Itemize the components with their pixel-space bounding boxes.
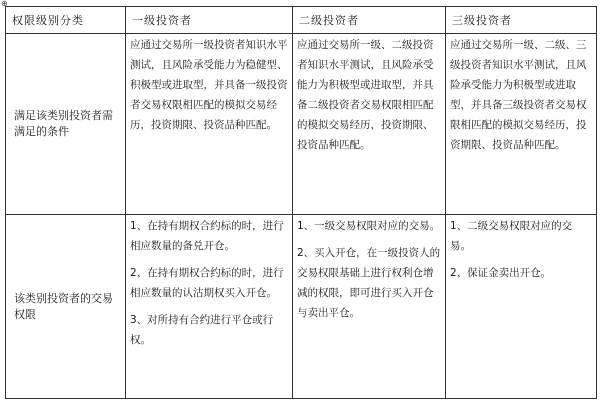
investor-permission-table: [5, 6, 597, 399]
row-label-permissions: 该类别投资者的交易权限: [6, 215, 126, 399]
cell-text: 2、买入开仓，在一级投资人的交易权限基础上进行权利仓增减的权限，即可进行买入开仓与卖出平仓。: [297, 247, 441, 319]
cell-text: 1、在持有期权合约标的时，进行相应数量的备兑开仓。: [130, 220, 284, 252]
cell-text: 2、保证金卖出开仓。: [450, 267, 552, 279]
cell-text: 应通过交易所一级、二级投资者知识水平测试，且风险承受能力为积极型或进取型，并具备二级投资者交易权限相匹配的模拟交易经历，投资期限、投资品种匹配。: [297, 39, 434, 151]
header-row: [6, 7, 597, 34]
cell-permissions-level-2: [293, 215, 446, 399]
cell-text: 1、一级交易权限对应的交易。: [297, 220, 441, 232]
cell-text: 应通过交易所一级、二级、三级投资者知识水平测试，且风险承受能力为积极型或进取型，并具备三级投资者交易权限相匹配的模拟交易经历，投资期限、投资品种匹配。: [450, 39, 587, 151]
cell-text: 应通过交易所一级投资者知识水平测试，且风险承受能力为稳健型、积极型或进取型，并具备一级投资者交易权限相匹配的模拟交易经历，投资期限、投资品种匹配。: [130, 39, 288, 131]
row-permissions: [6, 215, 597, 399]
cell-conditions-level-2: [293, 34, 446, 215]
cell-text: 1、二级交易权限对应的交易。: [450, 220, 573, 252]
header-level-3: 三级投资者: [446, 7, 597, 34]
header-level-1: 一级投资者: [126, 7, 293, 34]
cell-text: 2、在持有期权合约标的时，进行相应数量的认沽期权买入开仓。: [130, 267, 284, 299]
header-level-2: 二级投资者: [293, 7, 446, 34]
cell-text: 3、对所持有合约进行平仓或行权。: [130, 314, 274, 346]
cell-conditions-level-3: [446, 34, 597, 215]
cell-permissions-level-1: [126, 215, 293, 399]
row-conditions: [6, 34, 597, 215]
cell-conditions-level-1: [126, 34, 293, 215]
table-anchor-icon[interactable]: ⊕: [1, 0, 8, 8]
header-category: 权限级别分类: [6, 7, 126, 34]
cell-permissions-level-3: [446, 215, 597, 399]
row-label-conditions: 满足该类别投资者需满足的条件: [6, 34, 126, 215]
